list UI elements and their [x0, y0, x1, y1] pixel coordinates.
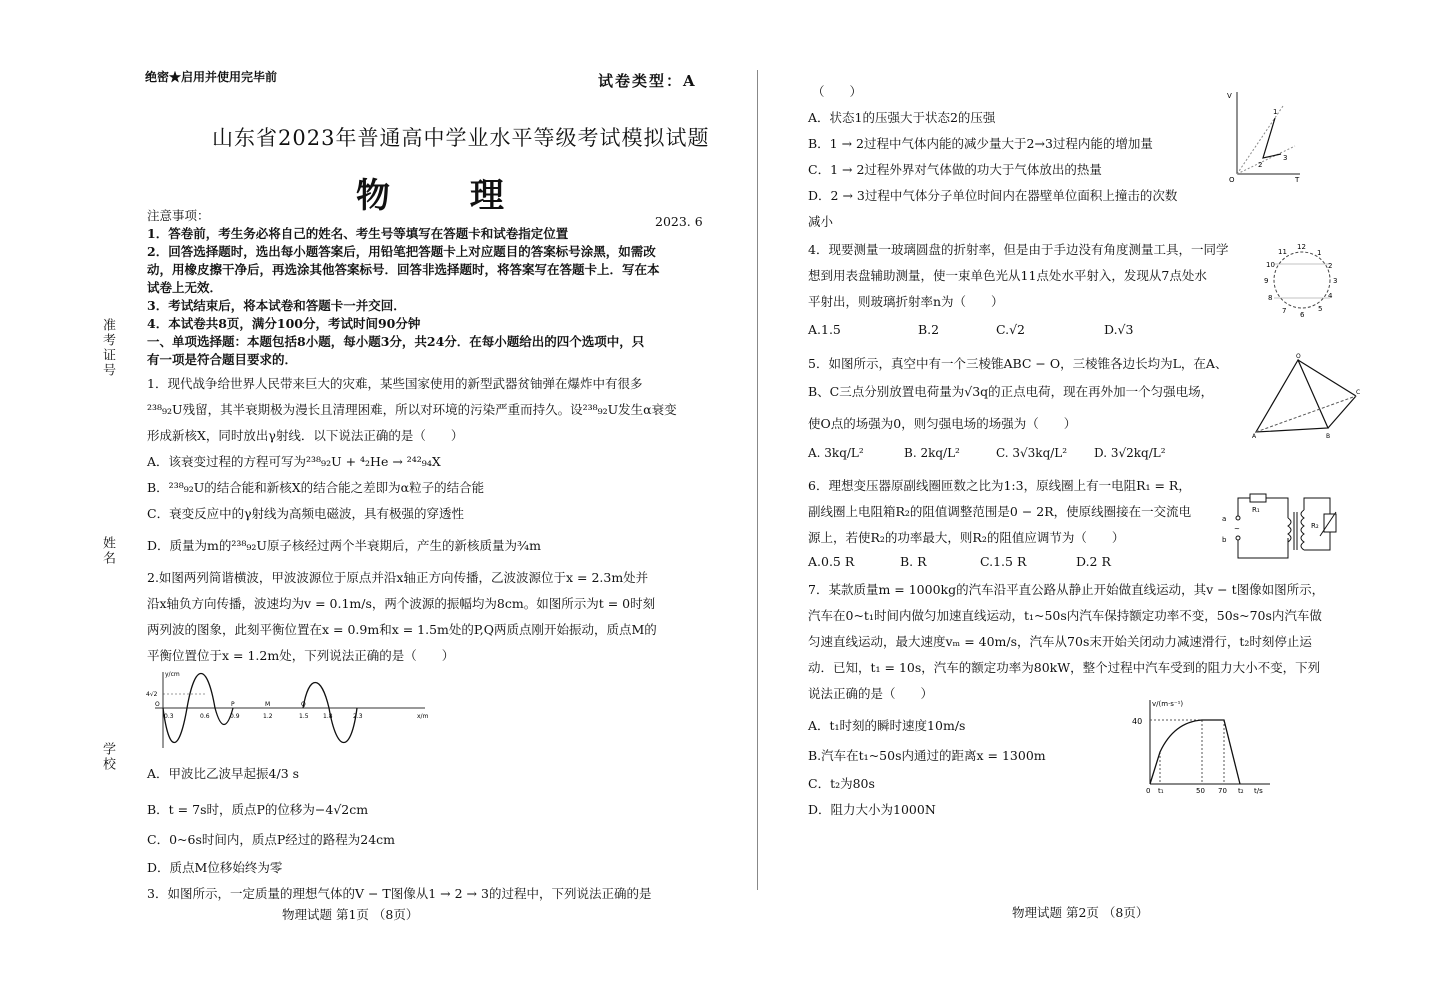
exam-title: 山东省2023年普通高中学业水平等级考试模拟试题 — [212, 126, 710, 150]
q7-xtick: 0 — [1146, 787, 1151, 795]
q5-option-a[interactable]: A. 3kq/L² — [808, 446, 864, 460]
q5-tetrahedron-figure — [1250, 352, 1362, 440]
clock-number: 11 — [1278, 248, 1287, 256]
q3-origin: O — [1229, 176, 1235, 183]
clock-number: 10 — [1266, 261, 1275, 269]
q3-bracket: （ ） — [812, 84, 863, 99]
q3-state: 1 — [1273, 108, 1278, 116]
q5-label: O — [1296, 353, 1301, 360]
q4-option-c[interactable]: C.√2 — [996, 322, 1026, 337]
q2-ylabel: y/cm — [165, 671, 180, 678]
q5-option-d[interactable]: D. 3√2kq/L² — [1094, 446, 1166, 460]
q1-option-d[interactable]: D．质量为m的²³⁸₉₂U原子核经过两个半衰期后，产生的新核质量为¾m — [147, 538, 541, 553]
q3-stem: 3．如图所示，一定质量的理想气体的V − T图像从1 → 2 → 3的过程中，下列说法正确的是 — [147, 886, 652, 901]
q3-option-b[interactable]: B．1 → 2过程中气体内能的减少量大于2→3过程内能的增加量 — [808, 136, 1153, 151]
q6-label: R₁ — [1252, 506, 1260, 514]
q2-point: P — [231, 701, 235, 708]
q7-xtick: t₂ — [1238, 787, 1244, 795]
q7-option-c[interactable]: C．t₂为80s — [808, 776, 875, 791]
q6-transformer-circuit — [1218, 490, 1338, 566]
q5-label: C — [1356, 389, 1361, 396]
note-line: 1．答卷前，考生务必将自己的姓名、考生号等填写在答题卡和试卷指定位置 — [147, 226, 569, 241]
q1-option-c[interactable]: C．衰变反应中的γ射线为高频电磁波，具有极强的穿透性 — [147, 506, 465, 521]
secret-label: 绝密★启用并使用完毕前 — [145, 70, 278, 84]
q4-stem: 想到用表盘辅助测量，使一束单色光从11点处水平射入，发现从7点处水 — [808, 268, 1207, 283]
subject-title: 物 理 — [356, 176, 538, 216]
q2-xtick: 0.9 — [230, 713, 240, 720]
q6-stem: 副线圈上电阻箱R₂的阻值调整范围是0 − 2R，使原线圈接在一交流电 — [808, 504, 1192, 519]
note-line: 4．本试卷共8页，满分100分，考试时间90分钟 — [147, 316, 421, 331]
note-line: 动，用橡皮擦干净后，再选涂其他答案标号．回答非选择题时，将答案写在答题卡上．写在本 — [147, 262, 660, 277]
q7-vt-graph — [1128, 696, 1278, 796]
q1-stem: ²³⁸₉₂U残留，其半衰期极为漫长且清理困难，所以对环境的污染严重而持久。设²³⁸₉₂U发生α衰变 — [147, 402, 677, 417]
q5-stem: 5．如图所示，真空中有一个三棱锥ABC − O，三棱锥各边长均为L，在A、 — [808, 356, 1228, 371]
footer-left: 物理试题 第1页 （8页） — [282, 907, 419, 922]
q3-option-d[interactable]: D．2 → 3过程中气体分子单位时间内在器壁单位面积上撞击的次数 — [808, 188, 1178, 203]
page-divider — [757, 70, 758, 890]
q2-xtick: 1.8 — [323, 713, 333, 720]
paper-type: 试卷类型：A — [598, 72, 697, 90]
q4-option-d[interactable]: D.√3 — [1104, 322, 1134, 337]
q5-label: B — [1326, 433, 1331, 440]
q4-stem: 平射出，则玻璃折射率n为（ ） — [808, 294, 1004, 309]
q3-state: 2 — [1258, 161, 1263, 169]
clock-number: 6 — [1300, 311, 1305, 319]
q7-option-a[interactable]: A．t₁时刻的瞬时速度10m/s — [808, 718, 966, 733]
q5-option-c[interactable]: C. 3√3kq/L² — [996, 446, 1068, 460]
q1-option-a[interactable]: A．该衰变过程的方程可写为²³⁸₉₂U + ⁴₂He → ²⁴²₉₄X — [147, 454, 441, 469]
q1-stem: 形成新核X，同时放出γ射线．以下说法正确的是（ ） — [147, 428, 464, 443]
q2-stem: 平衡位置位于x = 1.2m处，下列说法正确的是（ ） — [147, 648, 455, 663]
q7-stem: 汽车在0~t₁时间内做匀加速直线运动，t₁~50s内汽车保持额定功率不变，50s~70s内汽车做 — [808, 608, 1322, 623]
q7-xtick: 70 — [1218, 787, 1227, 795]
q2-ytick: 4√2 — [146, 691, 158, 698]
q6-option-a[interactable]: A.0.5 R — [808, 554, 855, 569]
note-line: 试卷上无效． — [147, 280, 223, 295]
q3-xlabel: T — [1295, 176, 1300, 183]
q7-xtick: t₁ — [1158, 787, 1164, 795]
q3-ylabel: V — [1227, 92, 1232, 100]
exam-date: 2023. 6 — [655, 214, 703, 229]
clock-number: 2 — [1328, 262, 1333, 270]
q6-label: a — [1222, 515, 1227, 523]
q2-point: M — [265, 701, 271, 708]
q7-stem: 说法正确的是（ ） — [808, 686, 934, 701]
q6-option-d[interactable]: D.2 R — [1076, 554, 1111, 569]
q6-label: R₂ — [1311, 522, 1319, 530]
q4-stem: 4．现要测量一玻璃圆盘的折射率，但是由于手边没有角度测量工具，一同学 — [808, 242, 1229, 257]
q6-label: b — [1222, 536, 1227, 544]
q2-xlabel: x/m — [417, 713, 429, 720]
clock-number: 3 — [1333, 277, 1338, 285]
clock-number: 9 — [1264, 277, 1269, 285]
q4-option-b[interactable]: B.2 — [918, 322, 940, 337]
section-heading: 一、单项选择题：本题包括8小题，每小题3分，共24分．在每小题给出的四个选项中，只 — [147, 334, 645, 349]
clock-number: 1 — [1317, 249, 1322, 257]
q7-ytick: 40 — [1132, 717, 1143, 726]
q3-state: 3 — [1283, 154, 1288, 162]
q1-stem: 1．现代战争给世界人民带来巨大的灾难，某些国家使用的新型武器贫铀弹在爆炸中有很多 — [147, 376, 643, 391]
q1-option-b[interactable]: B．²³⁸₉₂U的结合能和新核X的结合能之差即为α粒子的结合能 — [147, 480, 485, 495]
footer-right: 物理试题 第2页 （8页） — [1012, 905, 1149, 920]
q2-point: O — [155, 701, 160, 708]
q2-option-d[interactable]: D．质点M位移始终为零 — [147, 860, 283, 875]
q2-point: Q — [301, 701, 306, 708]
q7-option-b[interactable]: B.汽车在t₁~50s内通过的距离x = 1300m — [808, 748, 1046, 763]
q7-ylabel: v/(m·s⁻¹) — [1152, 700, 1184, 708]
note-line: 2．回答选择题时，选出每小题答案后，用铅笔把答题卡上对应题目的答案标号涂黑，如需改 — [147, 244, 656, 259]
q2-option-c[interactable]: C．0~6s时间内，质点P经过的路程为24cm — [147, 832, 396, 847]
q7-stem: 匀速直线运动，最大速度vₘ = 40m/s，汽车从70s末开始关闭动力减速滑行，t₂时刻停止运 — [808, 634, 1312, 649]
q2-stem: 2.如图两列简谐横波，甲波波源位于原点并沿x轴正方向传播，乙波波源位于x = 2.3m处并 — [147, 570, 649, 585]
q6-option-b[interactable]: B. R — [900, 554, 927, 569]
q5-option-b[interactable]: B. 2kq/L² — [904, 446, 960, 460]
notes-title: 注意事项： — [147, 208, 210, 223]
q2-xtick: 0.6 — [200, 713, 210, 720]
q4-clock-figure — [1262, 240, 1342, 320]
q6-option-c[interactable]: C.1.5 R — [980, 554, 1027, 569]
q2-xtick: 2.3 — [353, 713, 363, 720]
q7-option-d[interactable]: D．阻力大小为1000N — [808, 802, 936, 817]
q2-stem: 两列波的图象，此刻平衡位置在x = 0.9m和x = 1.5m处的P,Q两质点刚开始振动，质点M的 — [147, 622, 657, 637]
q6-label: ~ — [1234, 525, 1240, 533]
clock-number: 7 — [1282, 307, 1287, 315]
q6-stem: 源上，若使R₂的功率最大，则R₂的阻值应调节为（ ） — [808, 530, 1125, 545]
q2-option-a[interactable]: A．甲波比乙波早起振4/3 s — [147, 766, 300, 781]
q7-stem: 动．已知，t₁ = 10s，汽车的额定功率为80kW，整个过程中汽车受到的阻力大小不变，下列 — [808, 660, 1321, 675]
q5-stem: B、C三点分别放置电荷量为√3q的正点电荷，现在再外加一个匀强电场， — [808, 384, 1214, 399]
q5-label: A — [1252, 433, 1257, 440]
binding-label-exam-number: 准考证号 — [100, 318, 115, 378]
q3-vt-graph — [1225, 88, 1305, 183]
q5-stem: 使O点的场强为0，则匀强电场的场强为（ ） — [808, 416, 1077, 431]
q3-option-a[interactable]: A．状态1的压强大于状态2的压强 — [808, 110, 996, 125]
q7-vt-curve — [1150, 720, 1240, 784]
q6-stem: 6．理想变压器原副线圈匝数之比为1:3，原线圈上有一电阻R₁ = R， — [808, 478, 1191, 493]
clock-number: 8 — [1268, 294, 1273, 302]
clock-number: 12 — [1297, 243, 1306, 251]
q7-xtick: 50 — [1196, 787, 1205, 795]
clock-number: 5 — [1318, 305, 1323, 313]
q4-option-a[interactable]: A.1.5 — [808, 322, 841, 337]
q3-option-c[interactable]: C．1 → 2过程外界对气体做的功大于气体放出的热量 — [808, 162, 1102, 177]
q2-wave-graph — [145, 668, 435, 750]
q7-xlabel: t/s — [1254, 787, 1263, 795]
q2-stem: 沿x轴负方向传播，波速均为v = 0.1m/s，两个波源的振幅均为8cm。如图所示为t = 0时刻 — [147, 596, 656, 611]
q7-stem: 7．某款质量m = 1000kg的汽车沿平直公路从静止开始做直线运动，其v − t图像如图所示， — [808, 582, 1325, 597]
q3-option-d-cont: 减小 — [808, 214, 834, 229]
q2-xtick: 0.3 — [164, 713, 174, 720]
q2-option-b[interactable]: B．t = 7s时，质点P的位移为−4√2cm — [147, 802, 369, 817]
q2-xtick: 1.2 — [263, 713, 273, 720]
q2-xtick: 1.5 — [299, 713, 309, 720]
binding-label-name: 姓名 — [100, 536, 115, 566]
note-line: 3．考试结束后，将本试卷和答题卡一并交回． — [147, 298, 406, 313]
clock-number: 4 — [1328, 292, 1333, 300]
binding-label-school: 学校 — [100, 742, 115, 772]
section-heading: 有一项是符合题目要求的． — [147, 352, 298, 367]
